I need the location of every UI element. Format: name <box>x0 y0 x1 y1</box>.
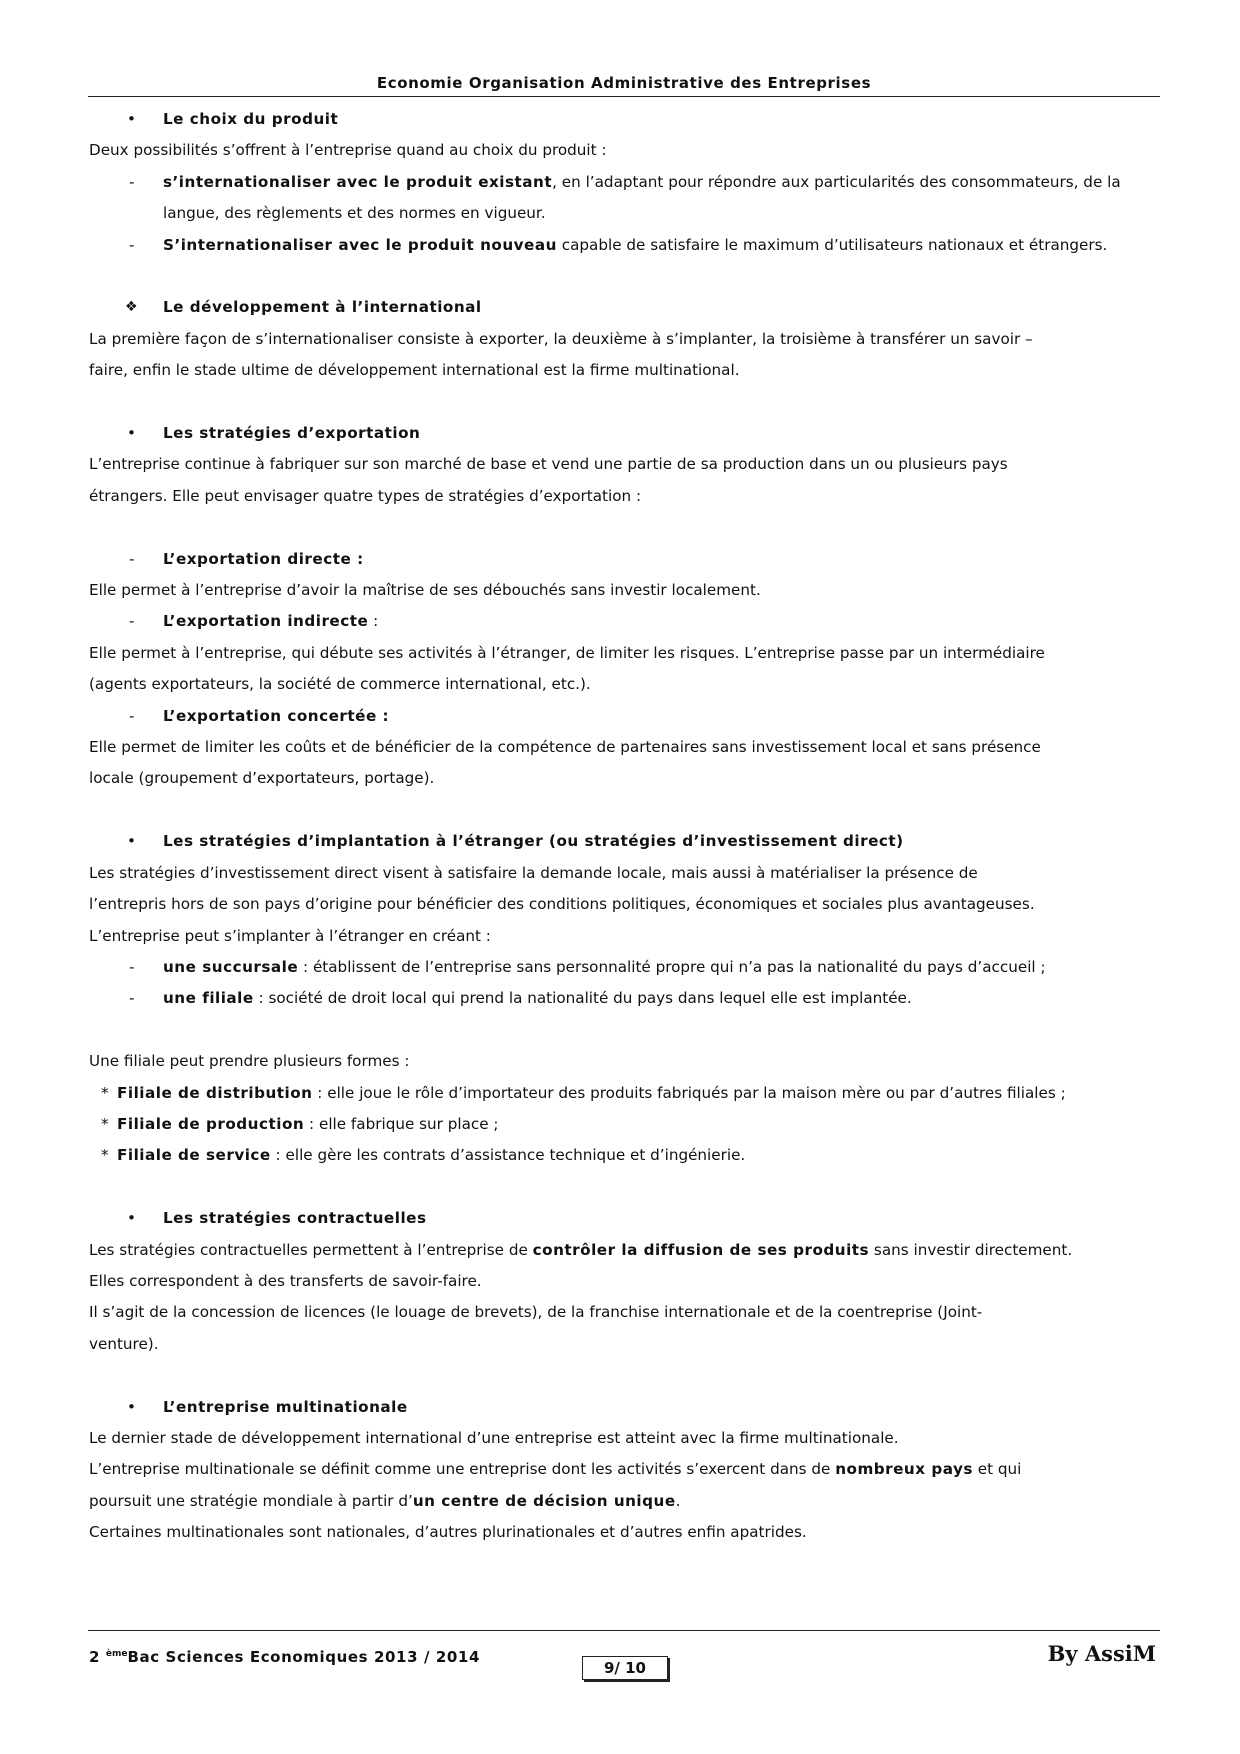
diamond-marker: ❖ <box>125 299 138 316</box>
colon-text: : <box>368 612 379 631</box>
paragraph-line: l’entrepris hors de son pays d’origine pour bénéficier des conditions politiques, économiques et sociales plus avantageuses. <box>89 895 1035 914</box>
dash-marker: - <box>129 172 135 191</box>
paragraph-line: L’entreprise peut s’implanter à l’étranger en créant : <box>89 926 491 945</box>
dash-marker: - <box>129 706 135 725</box>
footer-author: By AssiM <box>1047 1641 1156 1666</box>
level-suffix: ème <box>105 1649 128 1659</box>
bold-text: contrôler la diffusion de ses produits <box>532 1240 870 1259</box>
paragraph-line: L’entreprise continue à fabriquer sur son marché de base et vend une partie de sa production dans un ou plusieurs pays <box>89 455 1008 474</box>
heading-text: Les stratégies contractuelles <box>163 1209 427 1228</box>
bold-text: S’internationaliser avec le produit nouveau <box>163 235 557 254</box>
dash-list-item <box>89 983 1164 1014</box>
bullet-marker: • <box>127 832 136 851</box>
footer-divider <box>88 1630 1160 1631</box>
heading-text: Le choix du produit <box>163 110 339 128</box>
paragraph-line: La première façon de s’internationaliser consiste à exporter, la deuxième à s’implanter, la troisième à transférer un savoir – <box>89 329 1033 348</box>
star-list-item <box>89 1078 1164 1109</box>
dash-list-item <box>89 167 1164 230</box>
heading-text: Le développement à l’international <box>163 298 482 317</box>
text: Les stratégies contractuelles permettent à l’entreprise de <box>89 1240 533 1259</box>
item-text: : établissent de l’entreprise sans personnalité propre qui n’a pas la nationalité du pays d’accueil ; <box>298 957 1046 976</box>
paragraph-line: Elle permet de limiter les coûts et de bénéficier de la compétence de partenaires sans investissement local et sans présence <box>89 738 1041 757</box>
star-marker: * <box>101 1146 109 1165</box>
page-number: 9/ 10 <box>582 1656 668 1680</box>
star-marker: * <box>101 1114 109 1133</box>
item-text: : société de droit local qui prend la nationalité du pays dans lequel elle est implantée. <box>253 989 912 1008</box>
bold-text: un centre de décision unique <box>412 1491 676 1510</box>
section-heading <box>89 104 1164 135</box>
sub-heading-text: L’exportation indirecte <box>163 612 369 631</box>
paragraph-line: Il s’agit de la concession de licences (le louage de brevets), de la franchise internationale et de la coentreprise (Joint- <box>89 1303 983 1322</box>
section-heading <box>89 826 1164 857</box>
text: sans investir directement. <box>869 1240 1073 1259</box>
item-text: : elle gère les contrats d’assistance technique et d’ingénierie. <box>270 1146 746 1165</box>
star-list-item <box>89 1109 1164 1140</box>
bold-text: nombreux pays <box>835 1460 973 1479</box>
paragraph-line: venture). <box>89 1334 159 1353</box>
section-heading <box>89 292 1164 323</box>
dash-marker: - <box>129 612 135 631</box>
bullet-marker: • <box>127 1209 136 1228</box>
text: poursuit une stratégie mondiale à partir d’ <box>89 1491 413 1510</box>
text: . <box>675 1491 681 1510</box>
sub-heading <box>89 544 1164 575</box>
bold-text: Filiale de service <box>117 1146 271 1165</box>
heading-text: Les stratégies d’exportation <box>163 424 421 443</box>
paragraph-line: étrangers. Elle peut envisager quatre types de stratégies d’exportation : <box>89 486 642 505</box>
paragraph-line: Les stratégies d’investissement direct visent à satisfaire la demande locale, mais aussi à matérialiser la présence de <box>89 863 978 882</box>
bold-text: Filiale de distribution <box>117 1083 313 1102</box>
item-text: capable de satisfaire le maximum d’utilisateurs nationaux et étrangers. <box>556 235 1108 254</box>
paragraph-line: faire, enfin le stade ultime de développement international est la firme multinational. <box>89 361 740 380</box>
dash-marker: - <box>129 235 135 254</box>
heading-text: L’entreprise multinationale <box>163 1397 408 1416</box>
section-heading <box>89 418 1164 449</box>
bold-text: Filiale de production <box>117 1114 305 1133</box>
section-heading <box>89 1392 1164 1423</box>
paragraph-line: Elle permet à l’entreprise, qui débute ses activités à l’étranger, de limiter les risques. L’entreprise passe par un intermédiaire <box>89 643 1045 662</box>
item-text: : elle fabrique sur place ; <box>304 1114 499 1133</box>
dash-list-item <box>89 230 1164 261</box>
bold-text: s’internationaliser avec le produit existant <box>163 172 553 191</box>
paragraph-line <box>89 1235 1164 1266</box>
dash-marker: - <box>129 957 135 976</box>
page-header-title: Economie Organisation Administrative des Entreprises <box>376 74 872 92</box>
paragraph-line <box>89 1454 1164 1485</box>
document-body <box>89 104 1164 1549</box>
text: et qui <box>972 1460 1022 1479</box>
bold-text: une succursale <box>163 957 299 976</box>
dash-marker: - <box>129 989 135 1008</box>
paragraph-line: Le dernier stade de développement international d’une entreprise est atteint avec la firme multinationale. <box>89 1428 899 1447</box>
sub-heading <box>89 606 1164 637</box>
bullet-marker: • <box>127 424 136 443</box>
bullet-marker: • <box>127 1397 136 1416</box>
star-marker: * <box>101 1083 109 1102</box>
sub-heading-text: L’exportation concertée : <box>163 706 390 725</box>
dash-marker: - <box>129 549 135 568</box>
level-number: 2 <box>89 1648 101 1666</box>
paragraph-line: Elle permet à l’entreprise d’avoir la maîtrise de ses débouchés sans investir localement. <box>89 581 761 600</box>
item-text: , en l’adaptant pour répondre aux particularités des consommateurs, de la langue, des règlements et des normes en vigueur. <box>163 172 1121 223</box>
bullet-marker: • <box>127 110 136 128</box>
dash-list-item <box>89 952 1164 983</box>
footer-course <box>89 1648 480 1666</box>
header-divider <box>88 96 1160 97</box>
paragraph-line: Une filiale peut prendre plusieurs formes : <box>89 1052 410 1071</box>
sub-heading-text: L’exportation directe : <box>163 549 364 568</box>
paragraph-line: Certaines multinationales sont nationales, d’autres plurinationales et d’autres enfin apatrides. <box>89 1523 807 1542</box>
paragraph-line: locale (groupement d’exportateurs, portage). <box>89 769 435 788</box>
paragraph-line: (agents exportateurs, la société de commerce international, etc.). <box>89 675 591 694</box>
star-list-item <box>89 1140 1164 1171</box>
paragraph-line <box>89 1486 1164 1517</box>
paragraph: Deux possibilités s’offrent à l’entreprise quand au choix du produit : <box>89 141 607 160</box>
bold-text: une filiale <box>163 989 254 1008</box>
course-text: Bac Sciences Economiques 2013 / 2014 <box>127 1648 480 1666</box>
section-heading <box>89 1203 1164 1234</box>
text: L’entreprise multinationale se définit comme une entreprise dont les activités s’exercent dans de <box>89 1460 836 1479</box>
item-text: : elle joue le rôle d’importateur des produits fabriqués par la maison mère ou par d’autres filiales ; <box>312 1083 1066 1102</box>
heading-text: Les stratégies d’implantation à l’étranger (ou stratégies d’investissement direct) <box>163 832 904 851</box>
sub-heading <box>89 701 1164 732</box>
paragraph-line: Elles correspondent à des transferts de savoir-faire. <box>89 1271 482 1290</box>
